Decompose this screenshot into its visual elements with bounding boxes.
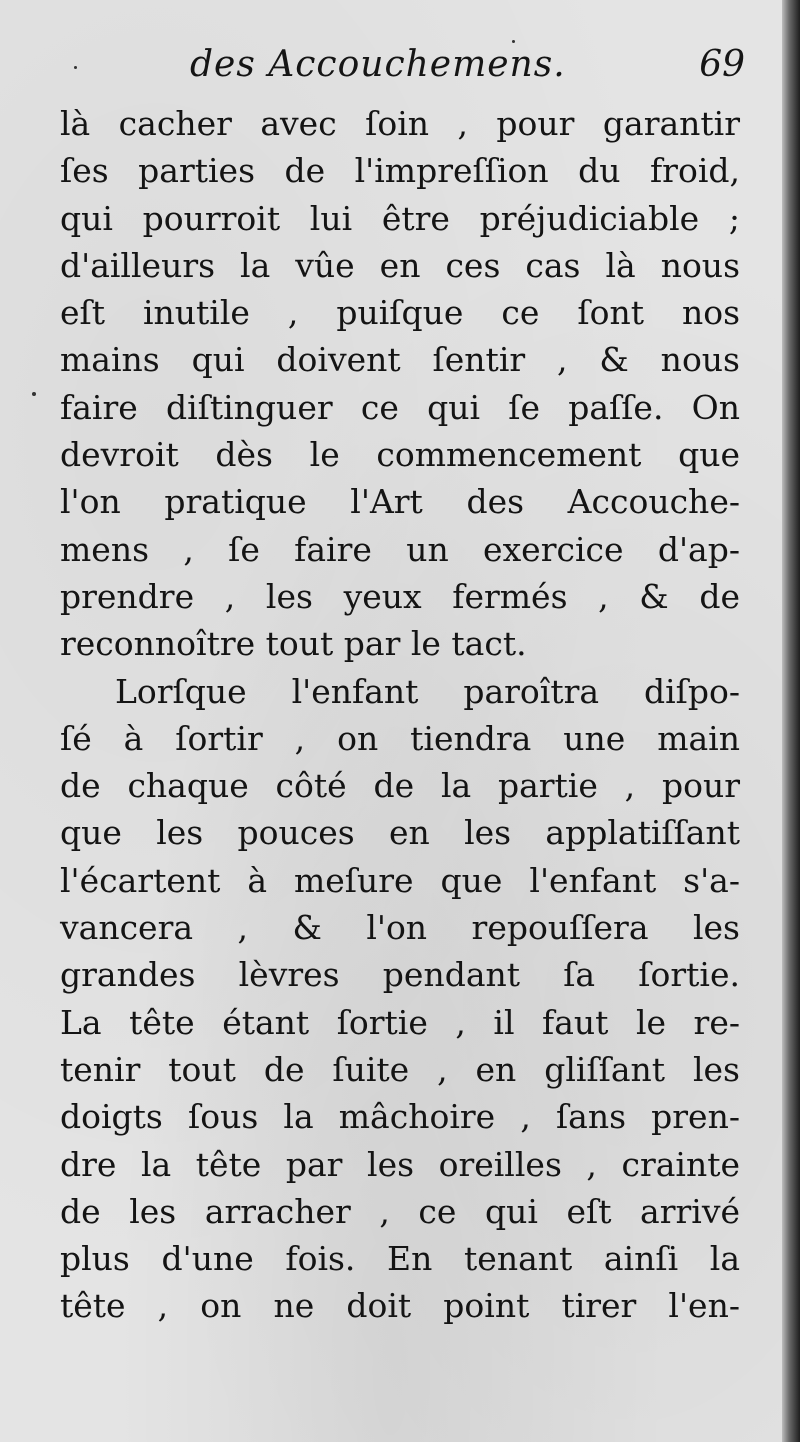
text-line: faire diſtinguer ce qui ſe paſſe. On xyxy=(60,387,740,427)
text-line-paragraph-end: reconnoître tout par le tact. xyxy=(60,624,527,664)
text-line: l'on pratique l'Art des Accouche- xyxy=(60,482,740,522)
text-line: La tête étant ſortie , il faut le re- xyxy=(60,1002,740,1042)
text-line-paragraph-start: Lorſque l'enfant paroîtra diſpo- xyxy=(115,671,740,711)
text-line: doigts ſous la mâchoire , ſans pren- xyxy=(60,1097,740,1137)
text-line: grandes lèvres pendant ſa ſortie. xyxy=(60,955,740,995)
text-line: d'ailleurs la vûe en ces cas là nous xyxy=(60,245,740,285)
paper-speck xyxy=(74,66,77,69)
text-line: devroit dès le commencement que xyxy=(60,435,740,475)
text-line: vancera , & l'on repouſſera les xyxy=(60,908,740,948)
text-line: dre la tête par les oreilles , crainte xyxy=(60,1144,740,1184)
text-line: mens , ſe faire un exercice d'ap- xyxy=(60,529,740,569)
text-line: plus d'une fois. En tenant ainſi la xyxy=(60,1239,740,1279)
text-line: eſt inutile , puiſque ce ſont nos xyxy=(60,293,740,333)
text-line: l'écartent à meſure que l'enfant s'a- xyxy=(60,860,740,900)
text-line: tête , on ne doit point tirer l'en- xyxy=(60,1286,740,1326)
text-line: de chaque côté de la partie , pour xyxy=(60,766,740,806)
text-line: là cacher avec ſoin , pour garantir xyxy=(60,104,740,143)
page-edge-shadow xyxy=(782,0,800,1442)
text-line: qui pourroit lui être préjudiciable ; xyxy=(60,198,740,238)
text-line: prendre , les yeux fermés , & de xyxy=(60,576,740,616)
paper-speck xyxy=(32,392,36,396)
text-line: tenir tout de ſuite , en gliſſant les xyxy=(60,1049,740,1089)
text-line: que les pouces en les applatiſſant xyxy=(60,813,740,853)
page-number: 69 xyxy=(699,44,745,85)
page-header xyxy=(190,44,745,100)
text-line: ſé à ſortir , on tiendra une main xyxy=(60,718,740,758)
text-line: de les arracher , ce qui eſt arrivé xyxy=(60,1191,740,1231)
text-line: ſes parties de l'impreſſion du froid, xyxy=(60,151,740,191)
body-text xyxy=(60,100,740,1330)
text-line: mains qui doivent ſentir , & nous xyxy=(60,340,740,380)
paper-speck xyxy=(512,40,515,43)
running-title: des Accouchemens. xyxy=(190,44,566,85)
